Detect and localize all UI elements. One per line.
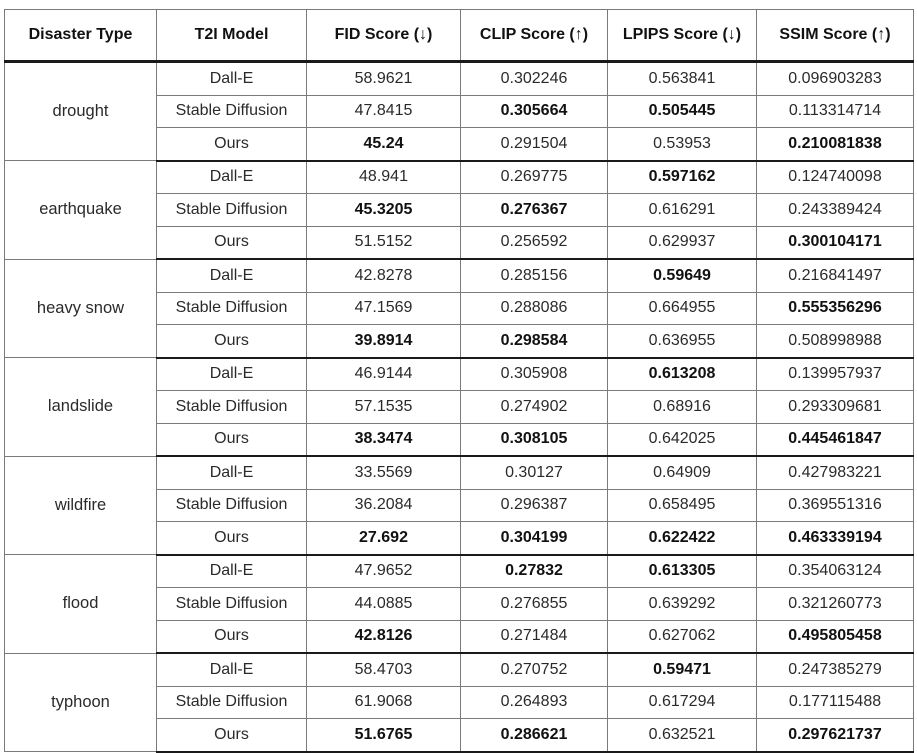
fid-score-cell: 47.9652 bbox=[307, 555, 461, 588]
header-disaster-type: Disaster Type bbox=[5, 10, 157, 62]
lpips-score-cell: 0.59471 bbox=[608, 653, 757, 686]
ssim-score-cell: 0.096903283 bbox=[757, 62, 914, 96]
clip-score-cell: 0.276367 bbox=[461, 194, 608, 227]
lpips-score-cell: 0.613208 bbox=[608, 358, 757, 391]
disaster-type-cell: flood bbox=[5, 555, 157, 654]
disaster-type-cell: drought bbox=[5, 62, 157, 161]
ssim-score-cell: 0.247385279 bbox=[757, 653, 914, 686]
model-cell: Ours bbox=[157, 325, 307, 358]
model-cell: Stable Diffusion bbox=[157, 588, 307, 621]
fid-score-cell: 44.0885 bbox=[307, 588, 461, 621]
model-cell: Stable Diffusion bbox=[157, 194, 307, 227]
clip-score-cell: 0.285156 bbox=[461, 259, 608, 292]
clip-score-cell: 0.274902 bbox=[461, 391, 608, 424]
fid-score-cell: 39.8914 bbox=[307, 325, 461, 358]
model-cell: Dall-E bbox=[157, 161, 307, 194]
lpips-score-cell: 0.664955 bbox=[608, 292, 757, 325]
lpips-score-cell: 0.563841 bbox=[608, 62, 757, 96]
model-cell: Dall-E bbox=[157, 653, 307, 686]
fid-score-cell: 46.9144 bbox=[307, 358, 461, 391]
clip-score-cell: 0.30127 bbox=[461, 456, 608, 489]
ssim-score-cell: 0.300104171 bbox=[757, 226, 914, 259]
clip-score-cell: 0.305908 bbox=[461, 358, 608, 391]
clip-score-cell: 0.27832 bbox=[461, 555, 608, 588]
lpips-score-cell: 0.629937 bbox=[608, 226, 757, 259]
ssim-score-cell: 0.555356296 bbox=[757, 292, 914, 325]
clip-score-cell: 0.270752 bbox=[461, 653, 608, 686]
lpips-score-cell: 0.627062 bbox=[608, 620, 757, 653]
clip-score-cell: 0.302246 bbox=[461, 62, 608, 96]
fid-score-cell: 57.1535 bbox=[307, 391, 461, 424]
fid-score-cell: 47.1569 bbox=[307, 292, 461, 325]
disaster-type-cell: heavy snow bbox=[5, 259, 157, 358]
ssim-score-cell: 0.495805458 bbox=[757, 620, 914, 653]
clip-score-cell: 0.269775 bbox=[461, 161, 608, 194]
lpips-score-cell: 0.636955 bbox=[608, 325, 757, 358]
clip-score-cell: 0.304199 bbox=[461, 522, 608, 555]
table-row bbox=[5, 555, 914, 588]
fid-score-cell: 58.4703 bbox=[307, 653, 461, 686]
model-cell: Dall-E bbox=[157, 555, 307, 588]
fid-score-cell: 61.9068 bbox=[307, 686, 461, 719]
fid-score-cell: 58.9621 bbox=[307, 62, 461, 96]
table-row bbox=[5, 653, 914, 686]
clip-score-cell: 0.276855 bbox=[461, 588, 608, 621]
clip-score-cell: 0.298584 bbox=[461, 325, 608, 358]
clip-score-cell: 0.264893 bbox=[461, 686, 608, 719]
lpips-score-cell: 0.597162 bbox=[608, 161, 757, 194]
ssim-score-cell: 0.427983221 bbox=[757, 456, 914, 489]
disaster-type-cell: wildfire bbox=[5, 456, 157, 555]
lpips-score-cell: 0.639292 bbox=[608, 588, 757, 621]
model-cell: Stable Diffusion bbox=[157, 95, 307, 128]
lpips-score-cell: 0.59649 bbox=[608, 259, 757, 292]
ssim-score-cell: 0.354063124 bbox=[757, 555, 914, 588]
fid-score-cell: 36.2084 bbox=[307, 489, 461, 522]
lpips-score-cell: 0.53953 bbox=[608, 128, 757, 161]
clip-score-cell: 0.288086 bbox=[461, 292, 608, 325]
ssim-score-cell: 0.210081838 bbox=[757, 128, 914, 161]
fid-score-cell: 48.941 bbox=[307, 161, 461, 194]
ssim-score-cell: 0.297621737 bbox=[757, 719, 914, 752]
lpips-score-cell: 0.642025 bbox=[608, 423, 757, 456]
model-cell: Dall-E bbox=[157, 259, 307, 292]
model-cell: Ours bbox=[157, 128, 307, 161]
model-cell: Dall-E bbox=[157, 62, 307, 96]
table-row bbox=[5, 358, 914, 391]
lpips-score-cell: 0.616291 bbox=[608, 194, 757, 227]
ssim-score-cell: 0.113314714 bbox=[757, 95, 914, 128]
model-cell: Stable Diffusion bbox=[157, 686, 307, 719]
model-cell: Ours bbox=[157, 522, 307, 555]
table-row bbox=[5, 456, 914, 489]
fid-score-cell: 47.8415 bbox=[307, 95, 461, 128]
clip-score-cell: 0.305664 bbox=[461, 95, 608, 128]
table-row bbox=[5, 62, 914, 96]
header-clip-score: CLIP Score (↑) bbox=[461, 10, 608, 62]
ssim-score-cell: 0.177115488 bbox=[757, 686, 914, 719]
model-cell: Stable Diffusion bbox=[157, 391, 307, 424]
fid-score-cell: 45.3205 bbox=[307, 194, 461, 227]
fid-score-cell: 51.6765 bbox=[307, 719, 461, 752]
model-cell: Ours bbox=[157, 226, 307, 259]
fid-score-cell: 42.8126 bbox=[307, 620, 461, 653]
header-lpips-score: LPIPS Score (↓) bbox=[608, 10, 757, 62]
results-table-container bbox=[4, 9, 913, 753]
table-body bbox=[5, 62, 914, 752]
lpips-score-cell: 0.617294 bbox=[608, 686, 757, 719]
model-cell: Ours bbox=[157, 620, 307, 653]
table-header bbox=[5, 10, 914, 62]
ssim-score-cell: 0.445461847 bbox=[757, 423, 914, 456]
model-cell: Ours bbox=[157, 719, 307, 752]
ssim-score-cell: 0.508998988 bbox=[757, 325, 914, 358]
ssim-score-cell: 0.216841497 bbox=[757, 259, 914, 292]
header-ssim-score: SSIM Score (↑) bbox=[757, 10, 914, 62]
model-cell: Stable Diffusion bbox=[157, 489, 307, 522]
table-row bbox=[5, 259, 914, 292]
clip-score-cell: 0.256592 bbox=[461, 226, 608, 259]
ssim-score-cell: 0.369551316 bbox=[757, 489, 914, 522]
lpips-score-cell: 0.632521 bbox=[608, 719, 757, 752]
disaster-type-cell: landslide bbox=[5, 358, 157, 457]
fid-score-cell: 27.692 bbox=[307, 522, 461, 555]
model-cell: Dall-E bbox=[157, 358, 307, 391]
header-row bbox=[5, 10, 914, 62]
lpips-score-cell: 0.68916 bbox=[608, 391, 757, 424]
lpips-score-cell: 0.613305 bbox=[608, 555, 757, 588]
model-cell: Dall-E bbox=[157, 456, 307, 489]
fid-score-cell: 45.24 bbox=[307, 128, 461, 161]
lpips-score-cell: 0.505445 bbox=[608, 95, 757, 128]
clip-score-cell: 0.286621 bbox=[461, 719, 608, 752]
model-cell: Ours bbox=[157, 423, 307, 456]
ssim-score-cell: 0.139957937 bbox=[757, 358, 914, 391]
ssim-score-cell: 0.293309681 bbox=[757, 391, 914, 424]
lpips-score-cell: 0.658495 bbox=[608, 489, 757, 522]
table-row bbox=[5, 161, 914, 194]
fid-score-cell: 42.8278 bbox=[307, 259, 461, 292]
model-cell: Stable Diffusion bbox=[157, 292, 307, 325]
clip-score-cell: 0.308105 bbox=[461, 423, 608, 456]
clip-score-cell: 0.296387 bbox=[461, 489, 608, 522]
ssim-score-cell: 0.321260773 bbox=[757, 588, 914, 621]
header-t2i-model: T2I Model bbox=[157, 10, 307, 62]
fid-score-cell: 51.5152 bbox=[307, 226, 461, 259]
clip-score-cell: 0.271484 bbox=[461, 620, 608, 653]
disaster-type-cell: typhoon bbox=[5, 653, 157, 752]
disaster-type-cell: earthquake bbox=[5, 161, 157, 260]
lpips-score-cell: 0.622422 bbox=[608, 522, 757, 555]
fid-score-cell: 38.3474 bbox=[307, 423, 461, 456]
header-fid-score: FID Score (↓) bbox=[307, 10, 461, 62]
results-table bbox=[4, 9, 914, 753]
clip-score-cell: 0.291504 bbox=[461, 128, 608, 161]
ssim-score-cell: 0.124740098 bbox=[757, 161, 914, 194]
ssim-score-cell: 0.463339194 bbox=[757, 522, 914, 555]
ssim-score-cell: 0.243389424 bbox=[757, 194, 914, 227]
fid-score-cell: 33.5569 bbox=[307, 456, 461, 489]
lpips-score-cell: 0.64909 bbox=[608, 456, 757, 489]
